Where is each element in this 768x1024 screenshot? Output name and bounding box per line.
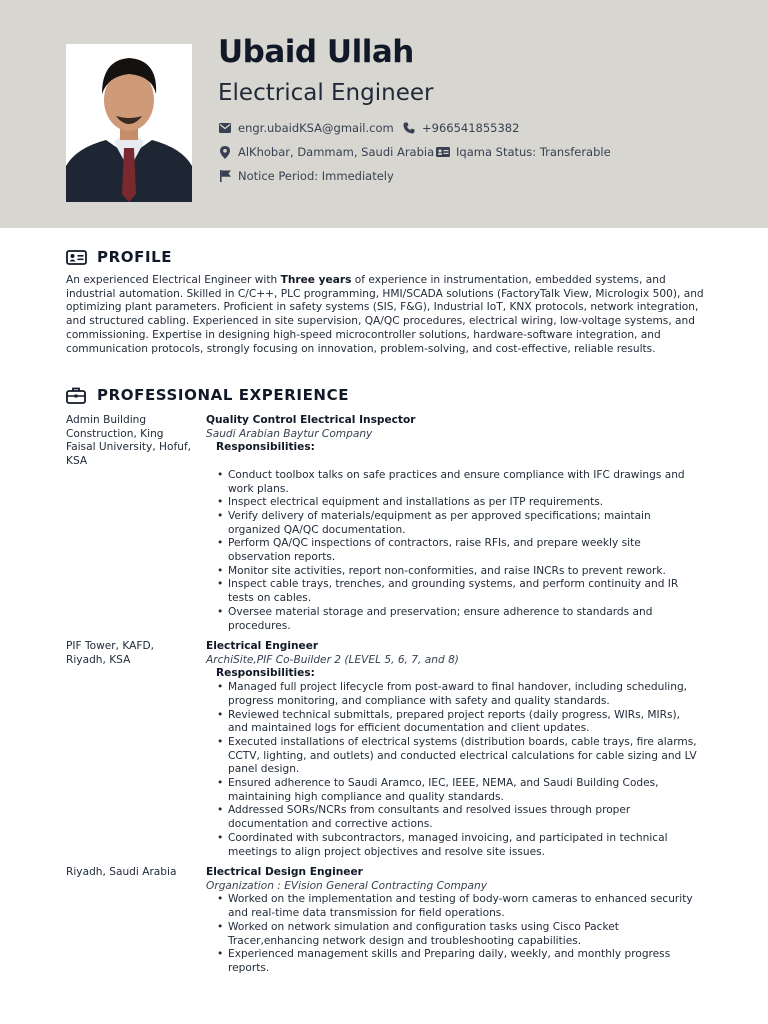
location-pin-icon <box>218 145 232 159</box>
job-location: Riyadh, Saudi Arabia <box>66 866 177 878</box>
phone-icon <box>402 121 416 135</box>
list-item: • Verify delivery of materials/equipment as per approved specifications; maintain organized QA/QC documentation. <box>228 510 702 537</box>
candidate-title: Electrical Engineer <box>218 80 434 106</box>
list-item: • Worked on network simulation and configuration tasks using Cisco Packet Tracer,enhancing network design and troubleshooting capabilities. <box>228 921 702 948</box>
list-item: • Inspect electrical equipment and installations as per ITP requirements. <box>228 496 702 510</box>
location-text: AlKhobar, Dammam, Saudi Arabia <box>238 145 435 159</box>
list-item: • Oversee material storage and preservation; ensure adherence to standards and procedures. <box>228 606 702 633</box>
responsibilities-list <box>206 681 702 859</box>
profile-heading-text: PROFILE <box>97 248 173 266</box>
candidate-name: Ubaid Ullah <box>218 34 414 70</box>
job-company: ArchiSite,PIF Co-Builder 2 (LEVEL 5, 6, 7, and 8) <box>206 653 459 666</box>
job-title: Electrical Engineer <box>206 640 319 652</box>
job-company: Saudi Arabian Baytur Company <box>206 427 373 440</box>
profile-heading <box>66 248 172 266</box>
responsibilities-label: Responsibilities: <box>216 441 315 454</box>
responsibilities-list <box>206 893 702 975</box>
list-item: • Perform QA/QC inspections of contractors, raise RFIs, and prepare weekly site observation reports. <box>228 537 702 564</box>
profile-summary: An experienced Electrical Engineer with Three years of experience in instrumentation, embedded systems, and industrial automation. Skilled in C/C++, PLC programming, HMI/SCADA solutions (FactoryTalk View, Micrologix 500), and optimizing plant parameters. Proficient in safety systems (SIS, F&G), Industrial IoT, KNX protocols, network integration, and structured cabling. Experienced in site supervision, QA/QC procedures, electrical wiring, low-voltage systems, and commissioning. Expertise in designing high-speed microcontroller solutions, hardware-software integration, and communication protocols, strongly focusing on innovation, problem-solving, and cost-effective, reliable results. <box>66 274 704 355</box>
phone-contact[interactable] <box>402 121 519 135</box>
id-card-icon <box>66 248 88 266</box>
phone-text: +966541855382 <box>422 121 520 135</box>
list-item: • Reviewed technical submittals, prepared project reports (daily progress, WIRs, MIRs), and maintained logs for efficient documentation and client updates. <box>228 709 702 736</box>
profile-photo <box>66 44 192 202</box>
briefcase-icon <box>66 386 88 404</box>
job-company: Organization : EVision General Contracting Company <box>206 879 487 892</box>
list-item: • Addressed SORs/NCRs from consultants and resolved issues through proper documentation and corrective actions. <box>228 804 702 831</box>
list-item: • Worked on the implementation and testing of body-worn cameras to enhanced security and real-time data transmission for field operations. <box>228 893 702 920</box>
email-icon <box>218 121 232 135</box>
job-entry <box>206 414 702 633</box>
list-item: • Ensured adherence to Saudi Aramco, IEC, IEEE, NEMA, and Saudi Building Codes, maintaining high compliance and quality standards. <box>228 777 702 804</box>
experience-heading-text: PROFESSIONAL EXPERIENCE <box>97 386 350 404</box>
email-text: engr.ubaidKSA@gmail.com <box>238 121 394 135</box>
job-location: PIF Tower, KAFD, Riyadh, KSA <box>66 640 155 666</box>
id-card-icon <box>436 145 450 159</box>
location-contact <box>218 145 434 159</box>
list-item: • Conduct toolbox talks on safe practices and ensure compliance with IFC drawings and work plans. <box>228 469 702 496</box>
list-item: • Managed full project lifecycle from post-award to final handover, including scheduling, progress monitoring, and compliance with safety and quality standards. <box>228 681 702 708</box>
job-title: Quality Control Electrical Inspector <box>206 414 416 426</box>
resume-header <box>0 0 768 228</box>
flag-icon <box>218 169 232 183</box>
iqama-status <box>436 145 611 159</box>
iqama-text: Iqama Status: Transferable <box>456 145 611 159</box>
job-title: Electrical Design Engineer <box>206 866 363 878</box>
list-item: • Executed installations of electrical systems (distribution boards, cable trays, fire alarms, CCTV, lighting, and outlets) and conducted electrical calculations for cable sizing and LV panel design. <box>228 736 702 777</box>
notice-text: Notice Period: Immediately <box>238 169 394 183</box>
email-contact[interactable] <box>218 121 394 135</box>
notice-period <box>218 169 394 183</box>
responsibilities-label: Responsibilities: <box>216 667 315 680</box>
experience-years: Three years <box>280 274 352 286</box>
list-item: • Experienced management skills and Preparing daily, weekly, and monthly progress reports. <box>228 948 702 975</box>
job-entry <box>206 640 702 859</box>
responsibilities-list <box>206 469 702 633</box>
job-entry <box>206 866 702 976</box>
job-location: Admin Building Construction, King Faisal University, Hofuf, KSA <box>66 414 192 468</box>
list-item: • Inspect cable trays, trenches, and grounding systems, and perform continuity and IR tests on cables. <box>228 578 702 605</box>
list-item: • Monitor site activities, report non-conformities, and raise INCRs to prevent rework. <box>228 565 702 579</box>
list-item: • Coordinated with subcontractors, managed invoicing, and participated in technical meetings to align project objectives and resolve site issues. <box>228 832 702 859</box>
experience-heading <box>66 386 349 404</box>
